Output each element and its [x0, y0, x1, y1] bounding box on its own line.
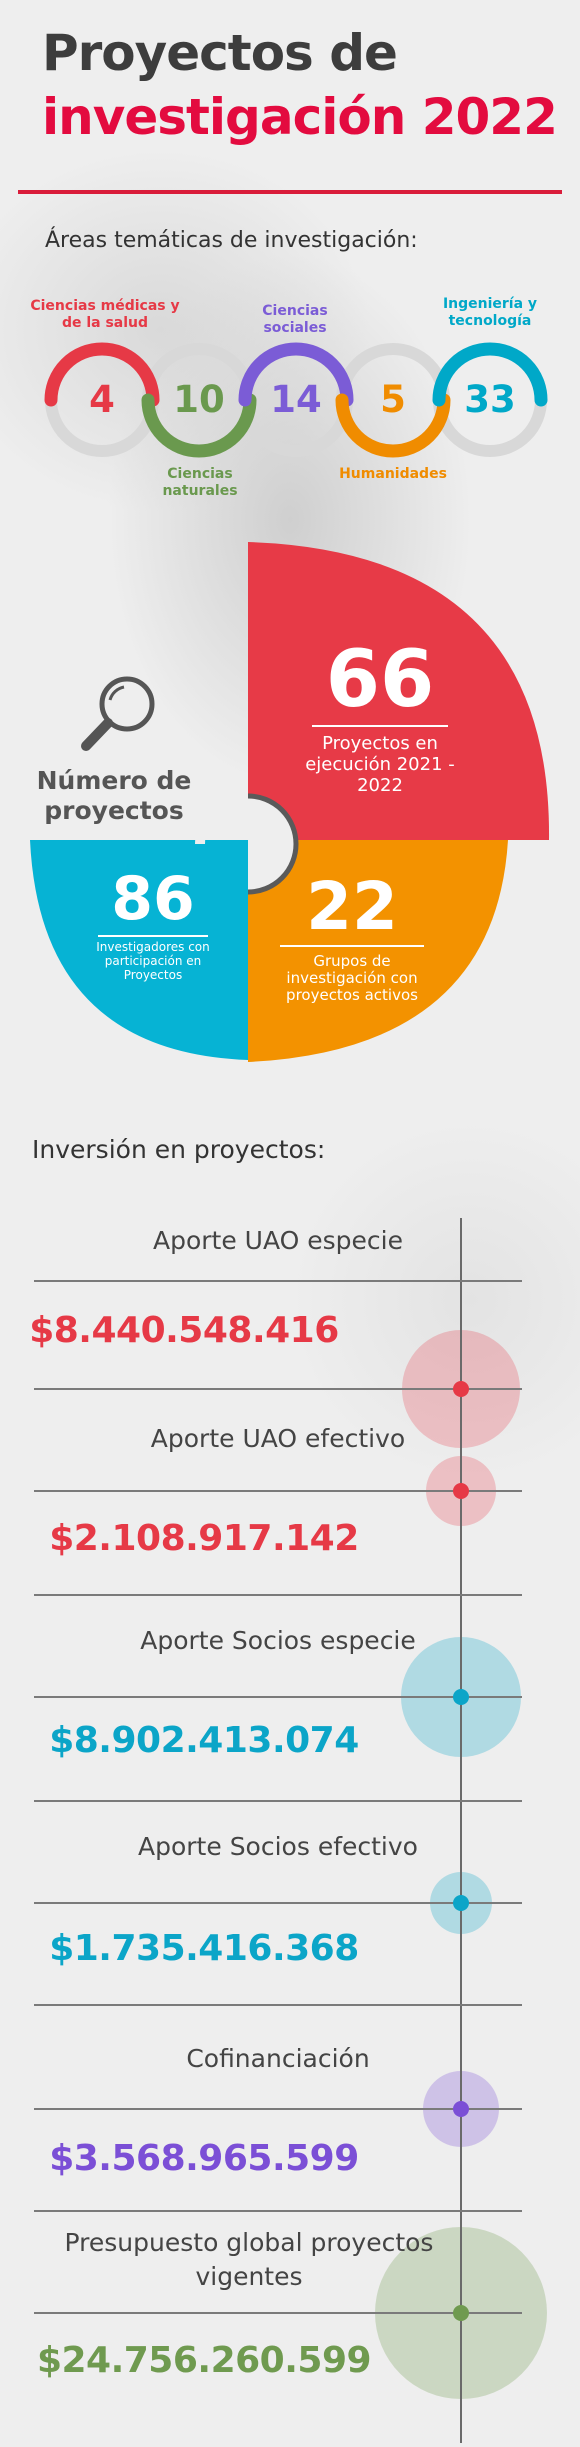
- groups-value: 22: [306, 868, 398, 945]
- title-line-1: Proyectos de: [42, 24, 397, 82]
- row-separator: [34, 2004, 522, 2006]
- area-label-medicas: Ciencias médicas y de la salud: [30, 298, 180, 331]
- row-separator: [34, 1696, 522, 1698]
- area-value-humanidades: 5: [380, 378, 406, 421]
- row-value-uao-efectivo: $2.108.917.142: [49, 1518, 359, 1559]
- area-value-ingenieria: 33: [464, 378, 516, 421]
- area-value-sociales: 14: [270, 378, 322, 421]
- row-value-presupuesto: $24.756.260.599: [36, 2340, 372, 2381]
- row-separator: [34, 1594, 522, 1596]
- area-label-humanidades: Humanidades: [339, 466, 447, 482]
- area-label-naturales: Ciencias naturales: [162, 466, 238, 499]
- row-separator: [34, 2210, 522, 2212]
- row-value-socios-efectivo: $1.735.416.368: [49, 1928, 359, 1969]
- row-value-socios-especie: $8.902.413.074: [49, 1720, 359, 1761]
- row-separator: [34, 1280, 522, 1282]
- row-label-presupuesto: Presupuesto global proyectos vigentes: [64, 2228, 434, 2291]
- investment-heading: Inversión en proyectos:: [32, 1135, 326, 1164]
- row-separator: [34, 1490, 522, 1492]
- row-label-socios-especie: Aporte Socios especie: [140, 1626, 416, 1655]
- in-execution-label: Proyectos en ejecución 2021 - 2022: [305, 733, 455, 796]
- area-label-ingenieria: Ingeniería y tecnología: [442, 296, 538, 329]
- row-separator: [34, 1902, 522, 1904]
- in-execution-value: 66: [325, 635, 435, 725]
- row-label-socios-efectivo: Aporte Socios efectivo: [138, 1832, 418, 1861]
- researchers-value: 86: [111, 864, 195, 934]
- row-separator: [34, 1800, 522, 1802]
- area-label-sociales: Ciencias sociales: [262, 303, 328, 336]
- row-label-cofinanciacion: Cofinanciación: [186, 2044, 370, 2073]
- row-label-uao-especie: Aporte UAO especie: [153, 1226, 403, 1255]
- row-label-uao-efectivo: Aporte UAO efectivo: [150, 1424, 406, 1453]
- title-line-2: investigación 2022: [42, 88, 557, 146]
- areas-heading: Áreas temáticas de investigación:: [45, 228, 418, 253]
- area-value-naturales: 10: [173, 378, 225, 421]
- groups-label: Grupos de investigación con proyectos activos: [286, 952, 418, 1004]
- row-separator: [34, 1388, 522, 1390]
- row-value-cofinanciacion: $3.568.965.599: [49, 2138, 359, 2179]
- area-value-medicas: 4: [89, 378, 115, 421]
- row-separator: [34, 2108, 522, 2110]
- projects-title: Número de proyectos: [36, 766, 192, 825]
- row-separator: [34, 2312, 522, 2314]
- row-value-uao-especie: $8.440.548.416: [29, 1310, 339, 1351]
- researchers-label: Investigadores con participación en Proyectos: [96, 940, 210, 982]
